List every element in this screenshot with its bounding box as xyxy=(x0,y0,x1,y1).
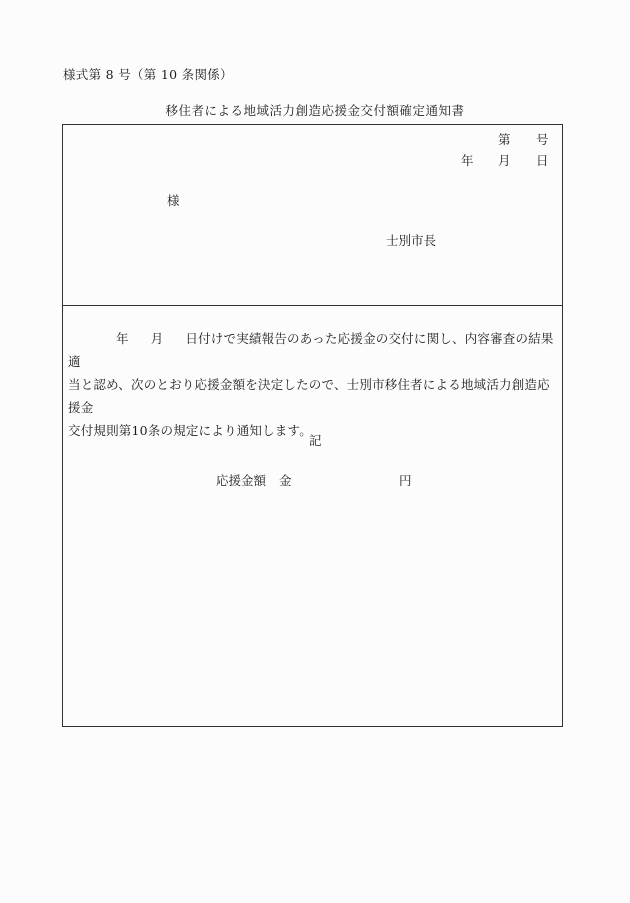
document-title: 移住者による地域活力創造応援金交付額確定通知書 xyxy=(165,103,465,118)
notice-line-2: 当と認め、次のとおり応援金額を決定したので、士別市移住者による地域活力創造応援金 xyxy=(68,377,550,415)
amount-label: 応援金額 xyxy=(216,473,267,488)
issuer-name: 士別市長 xyxy=(386,233,437,248)
notice-body xyxy=(68,327,558,442)
record-heading: 記 xyxy=(309,433,322,448)
number-suffix: 号 xyxy=(536,132,549,147)
recipient-honorific: 様 xyxy=(167,193,180,208)
amount-yen: 円 xyxy=(399,473,412,488)
body-line-1-text: 日付けで実績報告のあった応援金の交付に関し、内容審査の結果適 xyxy=(68,331,554,369)
body-month: 月 xyxy=(150,331,164,346)
date-year: 年 xyxy=(461,153,474,168)
form-number-label: 様式第 8 号（第 10 条関係） xyxy=(63,67,233,82)
body-year: 年 xyxy=(116,331,129,346)
section-divider xyxy=(62,305,563,306)
date-month: 月 xyxy=(498,153,511,168)
amount-kin: 金 xyxy=(279,473,292,488)
notice-line-1 xyxy=(68,327,558,373)
number-prefix: 第 xyxy=(498,132,511,147)
notice-line-3: 交付規則第10条の規定により通知します。 xyxy=(68,423,312,438)
date-day: 日 xyxy=(536,153,549,168)
